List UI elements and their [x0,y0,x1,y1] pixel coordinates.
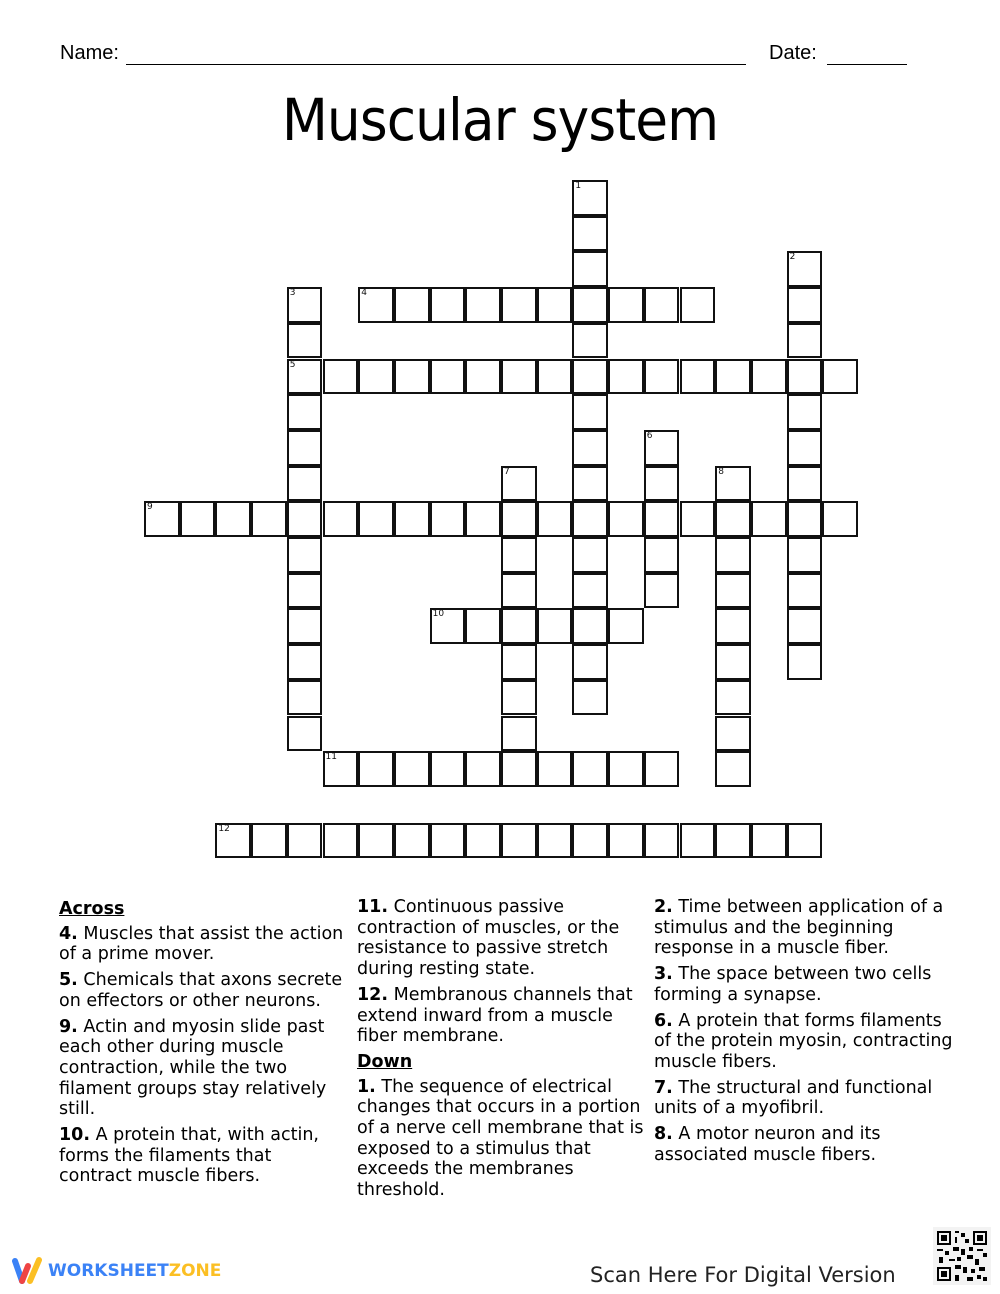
clue-text: The structural and functional units of a myofibril. [654,1077,933,1119]
crossword-cell[interactable] [394,501,430,537]
name-label: Name: [60,42,119,64]
crossword-cell[interactable] [787,573,823,609]
crossword-cell[interactable] [430,501,466,537]
crossword-cell[interactable] [572,573,608,609]
crossword-cell[interactable] [715,573,751,609]
clue-number: 2. [654,897,673,917]
clue-down-2 [654,897,954,959]
crossword-cell[interactable] [572,751,608,787]
crossword-cell[interactable] [323,501,359,537]
crossword-cell[interactable] [465,359,501,395]
clue-number: 5. [59,970,78,991]
crossword-cell[interactable] [715,537,751,573]
crossword-cell[interactable] [537,751,573,787]
crossword-cell[interactable] [215,823,251,859]
crossword-cell[interactable] [787,537,823,573]
crossword-cell[interactable] [787,287,823,323]
crossword-cell[interactable] [572,537,608,573]
crossword-cell[interactable] [572,359,608,395]
crossword-cell[interactable] [715,644,751,680]
clue-number-label: 1 [575,181,582,191]
crossword-cell[interactable] [787,430,823,466]
crossword-cell[interactable] [358,823,394,859]
crossword-cell[interactable] [572,608,608,644]
crossword-cell[interactable] [287,501,323,537]
crossword-cell[interactable] [501,287,537,323]
clues-column-1 [59,897,349,1192]
clue-number: 11. [357,897,389,917]
crossword-cell[interactable] [572,430,608,466]
crossword-cell[interactable] [787,359,823,395]
crossword-cell[interactable] [608,751,644,787]
crossword-cell[interactable] [287,359,323,395]
crossword-cell[interactable] [465,501,501,537]
crossword-cell[interactable] [644,823,680,859]
crossword-cell[interactable] [537,501,573,537]
clue-text: A protein that, with actin, forms the filaments that contract muscle fibers. [59,1125,319,1187]
crossword-cell[interactable] [715,751,751,787]
crossword-cell[interactable] [715,501,751,537]
clue-number: 3. [654,964,673,985]
clue-across-4 [59,924,349,965]
logo-w-icon [10,1256,44,1286]
crossword-cell[interactable] [465,287,501,323]
crossword-cell[interactable] [787,823,823,859]
crossword-cell[interactable] [465,751,501,787]
crossword-cell[interactable] [501,716,537,752]
crossword-cell[interactable] [501,608,537,644]
qr-code-icon[interactable] [933,1227,991,1285]
clue-number-label: 3 [289,288,296,299]
crossword-cell[interactable] [787,501,823,537]
crossword-cell[interactable] [644,466,680,502]
clue-number-label: 4 [361,288,367,299]
crossword-cell[interactable] [287,680,323,716]
crossword-cell[interactable] [608,287,644,323]
crossword-cell[interactable] [572,216,608,252]
crossword-cell[interactable] [572,644,608,680]
crossword-cell[interactable] [537,359,573,395]
crossword-cell[interactable] [144,501,180,537]
crossword-cell[interactable] [465,823,501,859]
logo-word-zone: ZONE [168,1261,222,1281]
crossword-cell[interactable] [644,573,680,609]
crossword-cell[interactable] [537,823,573,859]
crossword-cell[interactable] [287,823,323,859]
clue-number-label: 8 [718,466,724,477]
crossword-cell[interactable] [680,501,716,537]
crossword-cell[interactable] [180,501,216,537]
crossword-cell[interactable] [644,287,680,323]
crossword-cell[interactable] [287,573,323,609]
crossword-cell[interactable] [572,180,608,216]
crossword-cell[interactable] [287,394,323,430]
crossword-cell[interactable] [323,359,359,395]
crossword-cell[interactable] [465,608,501,644]
crossword-cell[interactable] [787,394,823,430]
crossword-cell[interactable] [287,608,323,644]
crossword-cell[interactable] [358,287,394,323]
clue-number-label: 10 [432,609,445,620]
crossword-cell[interactable] [501,680,537,716]
across-heading: Across [59,899,125,919]
clue-down-1 [357,1077,647,1201]
crossword-cell[interactable] [501,466,537,502]
crossword-cell[interactable] [430,823,466,859]
clue-across-11 [357,897,647,980]
crossword-cell[interactable] [251,823,287,859]
logo-text [48,1261,221,1281]
crossword-cell[interactable] [394,751,430,787]
clue-number-label: 6 [646,430,653,441]
crossword-cell[interactable] [608,608,644,644]
crossword-cell[interactable] [572,251,608,287]
crossword-cell[interactable] [537,287,573,323]
scan-caption: Scan Here For Digital Version [590,1263,896,1287]
clue-number-label: 12 [218,823,230,834]
clue-number: 10. [59,1125,91,1146]
crossword-cell[interactable] [358,501,394,537]
crossword-cell[interactable] [715,608,751,644]
clue-down-6 [654,1011,954,1073]
crossword-cell[interactable] [537,608,573,644]
clues-column-3 [654,897,954,1170]
clue-across-9 [59,1017,349,1121]
crossword-cell[interactable] [430,608,466,644]
crossword-cell[interactable] [501,644,537,680]
clue-number: 9. [59,1016,78,1037]
crossword-cell[interactable] [323,823,359,859]
crossword-cell[interactable] [787,608,823,644]
crossword-cell[interactable] [215,501,251,537]
clue-down-8 [654,1124,954,1165]
crossword-cell[interactable] [501,501,537,537]
crossword-cell[interactable] [430,359,466,395]
crossword-cell[interactable] [715,823,751,859]
crossword-cell[interactable] [787,466,823,502]
page-title: Muscular system [281,86,719,154]
crossword-cell[interactable] [751,501,787,537]
clue-number-label: 9 [147,502,153,513]
clue-number: 1. [357,1076,376,1097]
crossword-cell[interactable] [608,501,644,537]
clue-number: 4. [59,923,78,944]
crossword-cell[interactable] [715,359,751,395]
crossword-cell[interactable] [287,323,323,359]
crossword-cell[interactable] [572,394,608,430]
clue-number-label: 11 [325,752,337,763]
crossword-cell[interactable] [644,359,680,395]
crossword-cell[interactable] [787,323,823,359]
clue-number-label: 2 [789,252,796,263]
clue-text: Continuous passive contraction of muscles, or the resistance to passive stretch during resting state. [357,897,620,980]
crossword-cell[interactable] [358,359,394,395]
crossword-cell[interactable] [394,823,430,859]
clues-column-2 [357,897,647,1206]
crossword-cell[interactable] [572,680,608,716]
clue-text: Muscles that assist the action of a prime mover. [59,923,344,965]
clue-text: Membranous channels that extend inward from a muscle fiber membrane. [357,984,633,1047]
crossword-cell[interactable] [715,466,751,502]
clue-text: The space between two cells forming a synapse. [654,964,932,1005]
crossword-cell[interactable] [572,287,608,323]
logo-word-worksheet: WORKSHEET [48,1261,169,1281]
crossword-cell[interactable] [680,359,716,395]
crossword-cell[interactable] [680,287,716,323]
crossword-cell[interactable] [572,501,608,537]
crossword-cell[interactable] [644,501,680,537]
crossword-cell[interactable] [715,680,751,716]
crossword-cell[interactable] [680,823,716,859]
crossword-cell[interactable] [644,430,680,466]
crossword-cell[interactable] [287,466,323,502]
crossword-cell[interactable] [501,359,537,395]
date-label: Date: [769,42,817,64]
crossword-cell[interactable] [287,287,323,323]
crossword-cell[interactable] [251,501,287,537]
crossword-cell[interactable] [644,751,680,787]
crossword-cell[interactable] [323,751,359,787]
crossword-cell[interactable] [287,430,323,466]
clue-text: A motor neuron and its associated muscle fibers. [654,1124,881,1165]
crossword-cell[interactable] [430,751,466,787]
clue-down-7 [654,1078,954,1119]
crossword-cell[interactable] [751,359,787,395]
clue-text: Actin and myosin slide past each other during muscle contraction, while the two filament groups stay relatively still. [59,1016,327,1120]
down-heading: Down [357,1051,413,1072]
crossword-cell[interactable] [430,287,466,323]
clue-number: 12. [357,984,389,1005]
clue-number: 8. [654,1124,673,1145]
crossword-cell[interactable] [501,573,537,609]
crossword-cell[interactable] [572,323,608,359]
crossword-cell[interactable] [787,644,823,680]
crossword-cell[interactable] [501,823,537,859]
clue-number: 6. [654,1010,673,1031]
crossword-cell[interactable] [572,466,608,502]
crossword-cell[interactable] [715,716,751,752]
crossword-cell[interactable] [394,287,430,323]
crossword-cell[interactable] [572,823,608,859]
worksheet-zone-logo[interactable] [10,1256,221,1286]
crossword-cell[interactable] [358,751,394,787]
clue-number-label: 7 [504,466,510,477]
crossword-cell[interactable] [644,537,680,573]
clue-text: Time between application of a stimulus and the beginning response in a muscle fiber. [654,897,944,959]
crossword-cell[interactable] [822,501,858,537]
crossword-cell[interactable] [787,251,823,287]
clue-across-5 [59,970,349,1011]
crossword-cell[interactable] [608,359,644,395]
crossword-cell[interactable] [287,537,323,573]
crossword-cell[interactable] [287,716,323,752]
clue-across-12 [357,985,647,1047]
clue-across-10 [59,1125,349,1187]
clue-number: 7. [654,1077,673,1098]
crossword-cell[interactable] [822,359,858,395]
crossword-cell[interactable] [501,537,537,573]
clue-text: Chemicals that axons secrete on effectors or other neurons. [59,970,343,1011]
crossword-cell[interactable] [608,823,644,859]
clue-down-3 [654,964,954,1005]
crossword-cell[interactable] [394,359,430,395]
clue-number-label: 5 [289,359,296,370]
clue-text: A protein that forms filaments of the protein myosin, contracting muscle fibers. [654,1010,953,1072]
crossword-cell[interactable] [751,823,787,859]
crossword-cell[interactable] [287,644,323,680]
clue-text: The sequence of electrical changes that occurs in a portion of a nerve cell membrane that is exposed to a stimulus that exceeds the membranes threshold. [357,1076,644,1201]
crossword-cell[interactable] [501,751,537,787]
